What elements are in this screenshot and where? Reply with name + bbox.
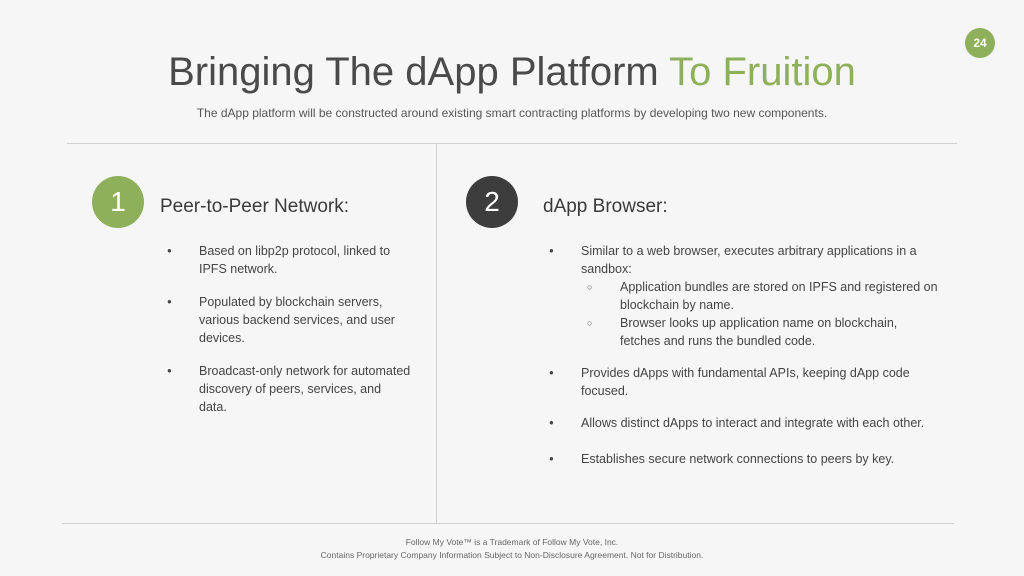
list-item: ● Establishes secure network connections to peers by key. <box>549 450 939 468</box>
dapp-browser-heading: dApp Browser: <box>543 196 668 217</box>
list-item: ● Based on libp2p protocol, linked to IPFS network. <box>167 242 412 278</box>
sub-bullet-list <box>600 278 939 350</box>
number-circle-2: 2 <box>466 176 518 228</box>
footer-confidential: Contains Proprietary Company Information Subject to Non-Disclosure Agreement. Not for Distribution. <box>320 550 704 560</box>
slide-title <box>0 50 1024 95</box>
list-item: ● Allows distinct dApps to interact and integrate with each other. <box>549 414 939 432</box>
slide-subtitle: The dApp platform will be constructed around existing smart contracting platforms by developing two new components. <box>196 106 828 120</box>
column-divider <box>436 143 437 524</box>
title-main: Bringing The dApp Platform <box>168 50 659 94</box>
footer-trademark: Follow My Vote™ is a Trademark of Follow My Vote, Inc. <box>405 537 619 547</box>
dapp-browser-bullets <box>549 242 939 468</box>
list-item: ● Broadcast-only network for automated discovery of peers, services, and data. <box>167 362 412 416</box>
footer <box>0 536 1024 562</box>
list-item: ● Provides dApps with fundamental APIs, keeping dApp code focused. <box>549 364 939 400</box>
sub-list-item: ○ Browser looks up application name on blockchain, fetches and runs the bundled code. <box>600 314 939 350</box>
list-item-text: Similar to a web browser, executes arbitrary applications in a sandbox: <box>581 244 917 276</box>
top-divider <box>67 143 957 144</box>
bottom-divider <box>62 523 954 524</box>
peer-network-heading: Peer-to-Peer Network: <box>160 196 350 217</box>
sub-list-item: ○ Application bundles are stored on IPFS and registered on blockchain by name. <box>600 278 939 314</box>
number-circle-1: 1 <box>92 176 144 228</box>
list-item <box>549 242 939 350</box>
title-accent: To Fruition <box>669 50 856 94</box>
list-item: ● Populated by blockchain servers, various backend services, and user devices. <box>167 293 412 347</box>
page-number-badge: 24 <box>965 28 995 58</box>
peer-network-bullets <box>167 242 412 416</box>
